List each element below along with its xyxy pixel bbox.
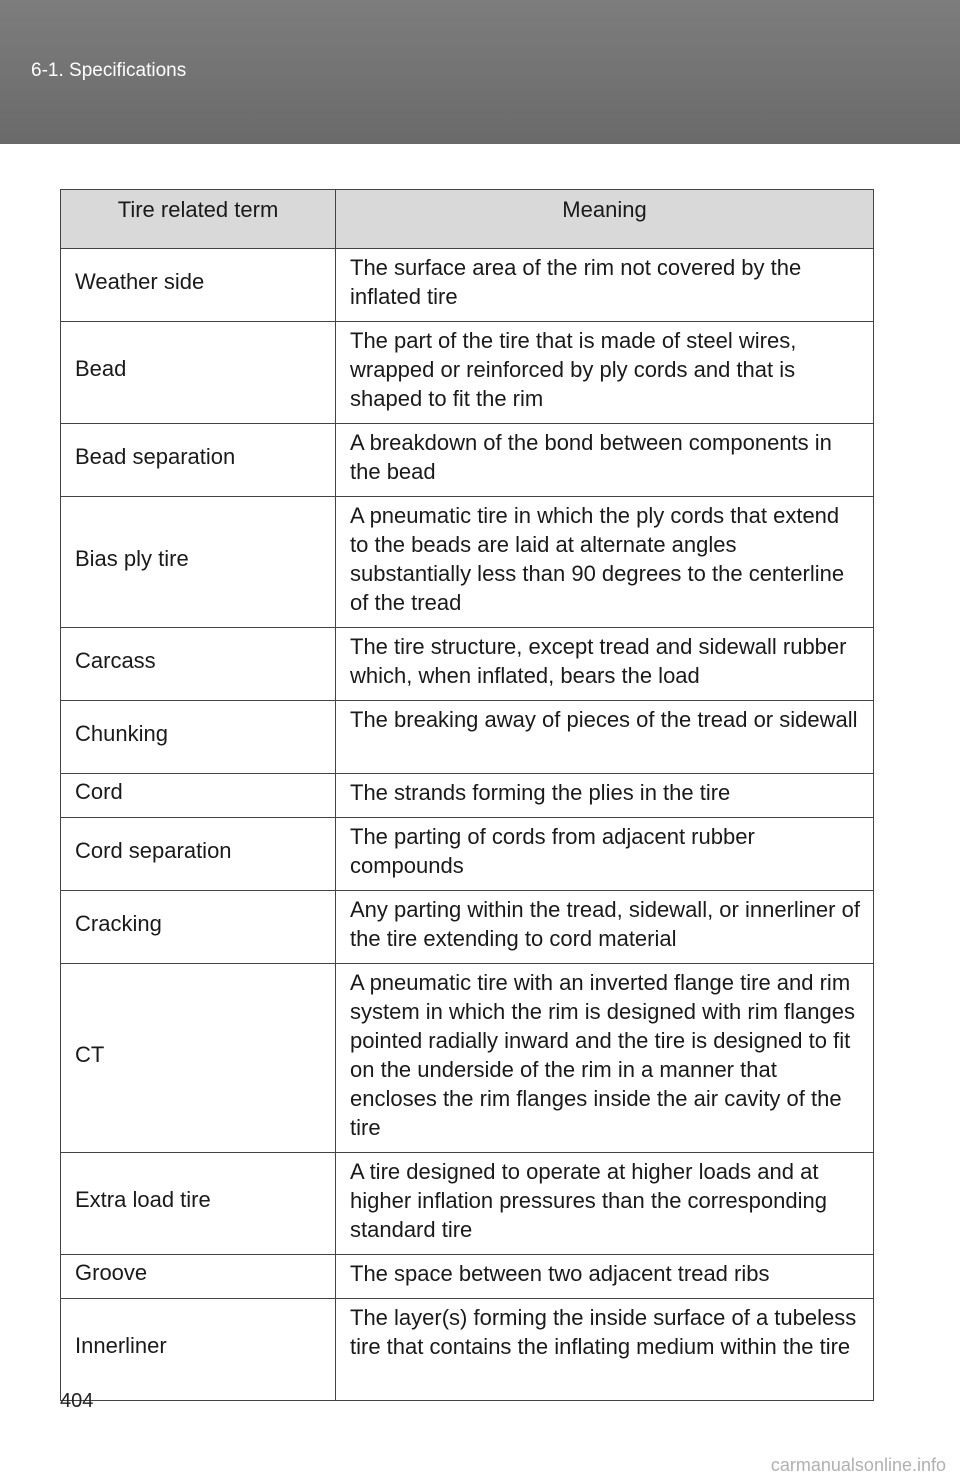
page-number: 404 [60, 1390, 94, 1412]
table-row [61, 1153, 874, 1255]
page-header [0, 0, 960, 144]
table-row [61, 628, 874, 701]
term-cell: CT [61, 964, 336, 1153]
meaning-cell: The layer(s) forming the inside surface of a tubeless tire that contains the inflating medium within the tire [336, 1299, 874, 1401]
meaning-cell: Any parting within the tread, sidewall, or innerliner of the tire extending to cord material [336, 891, 874, 964]
term-cell: Innerliner [61, 1299, 336, 1401]
meaning-cell: The surface area of the rim not covered by the inflated tire [336, 249, 874, 322]
term-cell: Chunking [61, 701, 336, 774]
tire-terms-table [60, 189, 874, 1401]
meaning-cell: The parting of cords from adjacent rubber compounds [336, 818, 874, 891]
table-row [61, 774, 874, 818]
table-row [61, 249, 874, 322]
term-cell: Cord [61, 774, 336, 818]
term-cell: Extra load tire [61, 1153, 336, 1255]
meaning-cell: The part of the tire that is made of steel wires, wrapped or reinforced by ply cords and that is shaped to fit the rim [336, 322, 874, 424]
column-header-term: Tire related term [61, 190, 336, 249]
meaning-cell: A tire designed to operate at higher loads and at higher inflation pressures than the corresponding standard tire [336, 1153, 874, 1255]
term-cell: Cord separation [61, 818, 336, 891]
table-header-row [61, 190, 874, 249]
table-row [61, 964, 874, 1153]
table-row [61, 424, 874, 497]
meaning-cell: The strands forming the plies in the tire [336, 774, 874, 818]
term-cell: Bead [61, 322, 336, 424]
table-row [61, 818, 874, 891]
section-title: 6-1. Specifications [31, 60, 187, 81]
table-row [61, 322, 874, 424]
term-cell: Cracking [61, 891, 336, 964]
meaning-cell: The space between two adjacent tread ribs [336, 1255, 874, 1299]
term-cell: Weather side [61, 249, 336, 322]
meaning-cell: The breaking away of pieces of the tread or sidewall [336, 701, 874, 774]
table-row [61, 497, 874, 628]
term-cell: Groove [61, 1255, 336, 1299]
term-cell: Bias ply tire [61, 497, 336, 628]
term-cell: Carcass [61, 628, 336, 701]
watermark: carmanualsonline.info [770, 1455, 946, 1475]
table-row [61, 1255, 874, 1299]
meaning-cell: A pneumatic tire in which the ply cords that extend to the beads are laid at alternate angles substantially less than 90 degrees to the centerline of the tread [336, 497, 874, 628]
meaning-cell: The tire structure, except tread and sidewall rubber which, when inflated, bears the load [336, 628, 874, 701]
meaning-cell: A breakdown of the bond between components in the bead [336, 424, 874, 497]
meaning-cell: A pneumatic tire with an inverted flange tire and rim system in which the rim is designed with rim flanges pointed radially inward and the tire is designed to fit on the underside of the rim in a manner that encloses the rim flanges inside the air cavity of the tire [336, 964, 874, 1153]
table-row [61, 701, 874, 774]
column-header-meaning: Meaning [336, 190, 874, 249]
table-row [61, 891, 874, 964]
term-cell: Bead separation [61, 424, 336, 497]
table-row [61, 1299, 874, 1401]
